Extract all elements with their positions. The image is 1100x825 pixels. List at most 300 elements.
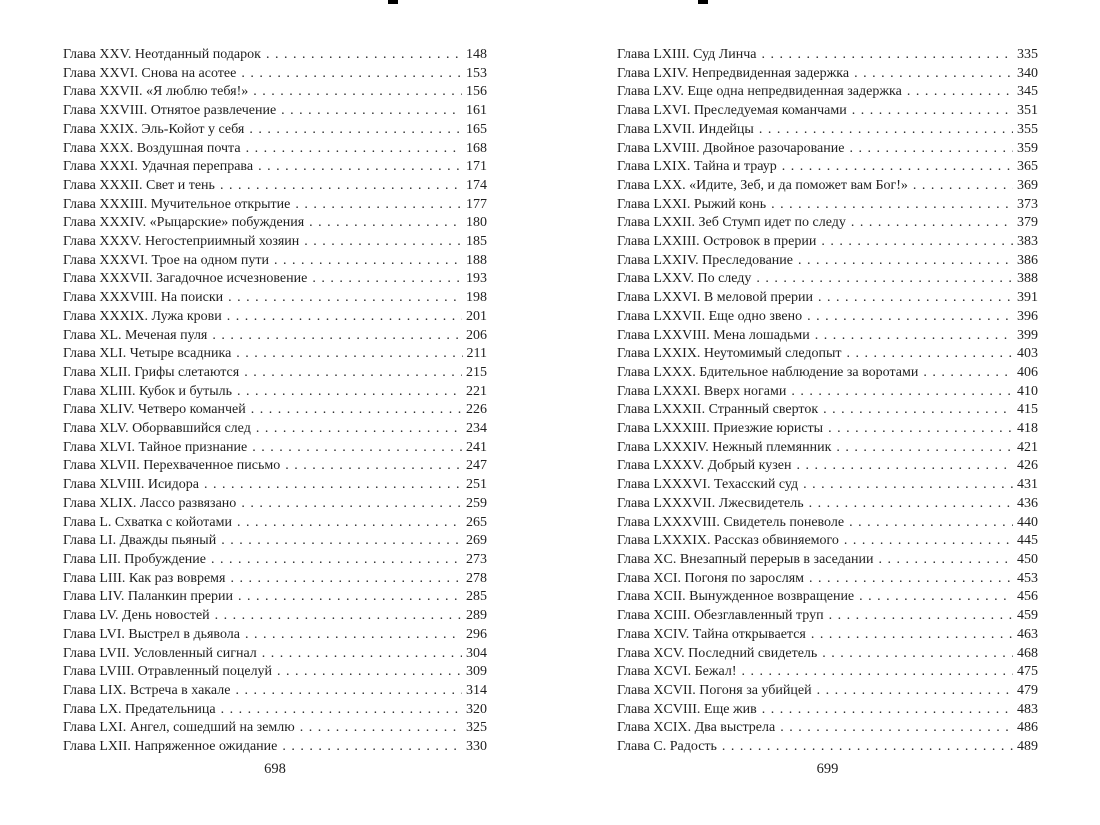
- chapter-title: Глава LXII. Напряженное ожидание: [63, 739, 278, 755]
- chapter-page-number: 335: [1017, 47, 1038, 62]
- chapter-title: Глава XCVI. Бежал!: [617, 664, 737, 680]
- toc-entry: [63, 476, 487, 495]
- dot-leader: [244, 364, 462, 383]
- toc-entry: [617, 177, 1038, 196]
- dot-leader: [907, 83, 1013, 102]
- chapter-page-number: 185: [466, 234, 487, 250]
- chapter-title: Глава XLVIII. Исидора: [63, 477, 200, 493]
- toc-entry: [63, 626, 487, 645]
- dot-leader: [220, 177, 462, 196]
- chapter-title: Глава XCIV. Тайна открывается: [617, 626, 806, 642]
- dot-leader: [852, 102, 1013, 121]
- dot-leader: [722, 738, 1013, 757]
- dot-leader: [771, 196, 1013, 215]
- chapter-page-number: 171: [466, 159, 487, 175]
- chapter-title: Глава XC. Внезапный перерыв в заседании: [617, 551, 874, 567]
- dot-leader: [237, 514, 462, 533]
- chapter-page-number: 193: [466, 271, 487, 287]
- toc-entry: [617, 570, 1038, 589]
- chapter-title: Глава LXXX. Бдительное наблюдение за воротами: [617, 364, 919, 380]
- chapter-title: Глава XLIV. Четверо команчей: [63, 402, 246, 418]
- chapter-title: Глава LXXXI. Вверх ногами: [617, 383, 787, 399]
- dot-leader: [249, 121, 462, 140]
- chapter-page-number: 325: [466, 720, 487, 736]
- chapter-page-number: 365: [1017, 159, 1038, 175]
- chapter-page-number: 373: [1017, 196, 1038, 212]
- dot-leader: [236, 345, 462, 364]
- dot-leader: [807, 308, 1013, 327]
- chapter-page-number: 234: [466, 421, 487, 437]
- chapter-page-number: 359: [1017, 140, 1038, 156]
- chapter-title: Глава XXXV. Негостеприимный хозяин: [63, 234, 300, 250]
- chapter-title: Глава LV. День новостей: [63, 608, 210, 624]
- chapter-page-number: 396: [1017, 308, 1038, 324]
- toc-entry: [617, 607, 1038, 626]
- chapter-page-number: 180: [466, 215, 487, 231]
- dot-leader: [780, 719, 1013, 738]
- toc-entry: [63, 457, 487, 476]
- chapter-title: Глава LXVI. Преследуемая команчами: [617, 103, 847, 119]
- chapter-page-number: 285: [466, 589, 487, 605]
- toc-entry: [617, 663, 1038, 682]
- chapter-page-number: 388: [1017, 271, 1038, 287]
- chapter-title: Глава LVIII. Отравленный поцелуй: [63, 664, 273, 680]
- toc-entry: [63, 252, 487, 271]
- chapter-title: Глава LXXV. По следу: [617, 271, 752, 287]
- chapter-title: Глава LXXIV. Преследование: [617, 252, 793, 268]
- toc-entry: [63, 270, 487, 289]
- toc-entry: [63, 588, 487, 607]
- toc-entry: [63, 102, 487, 121]
- dot-leader: [253, 83, 462, 102]
- chapter-page-number: 215: [466, 364, 487, 380]
- dot-leader: [252, 439, 462, 458]
- chapter-title: Глава LXXVIII. Мена лошадьми: [617, 327, 810, 343]
- toc-entry: [617, 457, 1038, 476]
- right-page-number: 699: [816, 760, 839, 777]
- chapter-page-number: 345: [1017, 84, 1038, 100]
- chapter-title: Глава XXVI. Снова на асотее: [63, 65, 237, 81]
- chapter-title: Глава XXIX. Эль-Койот у себя: [63, 121, 245, 137]
- chapter-title: Глава XCIII. Обезглавленный труп: [617, 608, 824, 624]
- dot-leader: [923, 364, 1013, 383]
- toc-entry: [617, 626, 1038, 645]
- chapter-title: Глава XXXIV. «Рыцарские» побуждения: [63, 215, 305, 231]
- chapter-page-number: 453: [1017, 570, 1038, 586]
- chapter-page-number: 247: [466, 458, 487, 474]
- toc-entry: [617, 345, 1038, 364]
- dot-leader: [238, 588, 462, 607]
- toc-entry: [617, 532, 1038, 551]
- chapter-page-number: 265: [466, 514, 487, 530]
- chapter-page-number: 177: [466, 196, 487, 212]
- chapter-title: Глава LXVIII. Двойное разочарование: [617, 140, 845, 156]
- chapter-page-number: 269: [466, 533, 487, 549]
- toc-entry: [617, 270, 1038, 289]
- chapter-title: Глава XXVII. «Я люблю тебя!»: [63, 84, 249, 100]
- dot-leader: [245, 626, 462, 645]
- chapter-title: Глава LXXI. Рыжий конь: [617, 196, 767, 212]
- toc-entry: [617, 439, 1038, 458]
- chapter-page-number: 450: [1017, 551, 1038, 567]
- chapter-page-number: 206: [466, 327, 487, 343]
- chapter-title: Глава XLVII. Перехваченное письмо: [63, 458, 281, 474]
- dot-leader: [258, 158, 462, 177]
- chapter-page-number: 165: [466, 121, 487, 137]
- toc-entry: [617, 327, 1038, 346]
- chapter-page-number: 486: [1017, 720, 1038, 736]
- chapter-page-number: 459: [1017, 608, 1038, 624]
- toc-entry: [63, 383, 487, 402]
- dot-leader: [251, 401, 462, 420]
- dot-leader: [811, 626, 1013, 645]
- dot-leader: [817, 682, 1013, 701]
- chapter-page-number: 431: [1017, 477, 1038, 493]
- toc-entry: [63, 65, 487, 84]
- toc-entry: [63, 121, 487, 140]
- chapter-title: Глава LXV. Еще одна непредвиденная задержка: [617, 84, 902, 100]
- chapter-page-number: 436: [1017, 495, 1038, 511]
- toc-entry: [617, 719, 1038, 738]
- toc-entry: [63, 158, 487, 177]
- chapter-title: Глава LII. Пробуждение: [63, 551, 206, 567]
- chapter-title: Глава LXXII. Зеб Стумп идет по следу: [617, 215, 846, 231]
- chapter-title: Глава LXVII. Индейцы: [617, 121, 754, 137]
- toc-entry: [617, 588, 1038, 607]
- dot-leader: [762, 701, 1013, 720]
- chapter-page-number: 273: [466, 551, 487, 567]
- toc-entry: [617, 308, 1038, 327]
- dot-leader: [274, 252, 462, 271]
- toc-entry: [63, 663, 487, 682]
- chapter-page-number: 440: [1017, 514, 1038, 530]
- chapter-page-number: 148: [466, 47, 487, 62]
- chapter-page-number: 330: [466, 739, 487, 755]
- chapter-page-number: 309: [466, 664, 487, 680]
- dot-leader: [791, 383, 1013, 402]
- toc-entry: [63, 439, 487, 458]
- chapter-page-number: 379: [1017, 215, 1038, 231]
- dot-leader: [742, 663, 1013, 682]
- dot-leader: [277, 663, 462, 682]
- dot-leader: [913, 177, 1013, 196]
- toc-entry: [617, 289, 1038, 308]
- dot-leader: [849, 140, 1013, 159]
- toc-entry: [617, 140, 1038, 159]
- chapter-page-number: 251: [466, 477, 487, 493]
- dot-leader: [215, 607, 462, 626]
- toc-entry: [617, 252, 1038, 271]
- chapter-page-number: 241: [466, 439, 487, 455]
- chapter-title: Глава LXXXIII. Приезжие юристы: [617, 421, 824, 437]
- dot-leader: [241, 65, 462, 84]
- toc-entry: [63, 289, 487, 308]
- chapter-title: Глава LXXXII. Странный сверток: [617, 402, 819, 418]
- chapter-title: Глава XXXVIII. На поиски: [63, 290, 224, 306]
- toc-entry: [617, 83, 1038, 102]
- toc-entry: [617, 102, 1038, 121]
- toc-entry: [63, 532, 487, 551]
- dot-leader: [237, 383, 462, 402]
- chapter-title: Глава LXIII. Суд Линча: [617, 47, 757, 62]
- dot-leader: [854, 65, 1013, 84]
- chapter-page-number: 168: [466, 140, 487, 156]
- chapter-title: Глава LXXXV. Добрый кузен: [617, 458, 792, 474]
- dot-leader: [266, 46, 462, 65]
- print-mark: [388, 0, 398, 4]
- dot-leader: [262, 645, 462, 664]
- toc-entry: [63, 46, 487, 65]
- chapter-page-number: 355: [1017, 121, 1038, 137]
- dot-leader: [809, 495, 1013, 514]
- toc-entry: [617, 364, 1038, 383]
- toc-entry: [63, 701, 487, 720]
- dot-leader: [281, 102, 462, 121]
- chapter-title: Глава LXI. Ангел, сошедший на землю: [63, 720, 295, 736]
- chapter-page-number: 156: [466, 84, 487, 100]
- dot-leader: [300, 719, 462, 738]
- toc-entry: [63, 196, 487, 215]
- toc-page-left: [63, 46, 487, 778]
- dot-leader: [803, 476, 1013, 495]
- dot-leader: [212, 327, 462, 346]
- toc-right-column: [617, 46, 1038, 757]
- toc-entry: [63, 514, 487, 533]
- print-mark: [698, 0, 708, 4]
- chapter-title: Глава XLIX. Лассо развязано: [63, 495, 237, 511]
- toc-entry: [617, 495, 1038, 514]
- dot-leader: [759, 121, 1013, 140]
- toc-entry: [617, 65, 1038, 84]
- dot-leader: [879, 551, 1013, 570]
- chapter-title: Глава LXXIII. Островок в прерии: [617, 234, 817, 250]
- chapter-page-number: 456: [1017, 589, 1038, 605]
- chapter-page-number: 391: [1017, 290, 1038, 306]
- chapter-title: Глава XXV. Неотданный подарок: [63, 47, 261, 62]
- dot-leader: [282, 738, 462, 757]
- toc-entry: [617, 514, 1038, 533]
- chapter-page-number: 221: [466, 383, 487, 399]
- dot-leader: [844, 532, 1013, 551]
- chapter-page-number: 369: [1017, 177, 1038, 193]
- chapter-page-number: 415: [1017, 402, 1038, 418]
- chapter-page-number: 483: [1017, 701, 1038, 717]
- chapter-page-number: 399: [1017, 327, 1038, 343]
- toc-entry: [617, 121, 1038, 140]
- dot-leader: [809, 570, 1013, 589]
- chapter-title: Глава XCIX. Два выстрела: [617, 720, 776, 736]
- toc-entry: [63, 83, 487, 102]
- dot-leader: [859, 588, 1013, 607]
- chapter-page-number: 468: [1017, 645, 1038, 661]
- chapter-title: Глава LXXXIX. Рассказ обвиняемого: [617, 533, 839, 549]
- toc-entry: [63, 719, 487, 738]
- toc-entry: [63, 551, 487, 570]
- dot-leader: [756, 270, 1013, 289]
- chapter-page-number: 226: [466, 402, 487, 418]
- toc-page-right: [617, 46, 1038, 778]
- dot-leader: [228, 289, 462, 308]
- toc-entry: [617, 233, 1038, 252]
- chapter-title: Глава XCV. Последний свидетель: [617, 645, 818, 661]
- chapter-page-number: 479: [1017, 682, 1038, 698]
- chapter-page-number: 475: [1017, 664, 1038, 680]
- chapter-title: Глава XCVII. Погоня за убийцей: [617, 682, 812, 698]
- chapter-page-number: 463: [1017, 626, 1038, 642]
- toc-entry: [617, 682, 1038, 701]
- toc-entry: [63, 345, 487, 364]
- toc-entry: [63, 570, 487, 589]
- toc-entry: [63, 327, 487, 346]
- chapter-page-number: 259: [466, 495, 487, 511]
- toc-entry: [617, 46, 1038, 65]
- chapter-title: Глава XXXIX. Лужа крови: [63, 308, 222, 324]
- dot-leader: [304, 233, 462, 252]
- chapter-title: Глава XXXI. Удачная переправа: [63, 159, 254, 175]
- toc-entry: [63, 495, 487, 514]
- chapter-title: Глава LXIV. Непредвиденная задержка: [617, 65, 850, 81]
- chapter-page-number: 289: [466, 608, 487, 624]
- dot-leader: [230, 570, 462, 589]
- chapter-page-number: 211: [466, 346, 487, 362]
- chapter-page-number: 383: [1017, 234, 1038, 250]
- chapter-page-number: 386: [1017, 252, 1038, 268]
- chapter-title: Глава LXXVI. В меловой прерии: [617, 290, 814, 306]
- chapter-title: Глава LXXVII. Еще одно звено: [617, 308, 803, 324]
- chapter-page-number: 174: [466, 177, 487, 193]
- left-page-number: 698: [264, 760, 286, 777]
- toc-entry: [617, 214, 1038, 233]
- toc-entry: [63, 401, 487, 420]
- chapter-title: Глава XCII. Вынужденное возвращение: [617, 589, 855, 605]
- toc-entry: [617, 196, 1038, 215]
- chapter-title: Глава LI. Дважды пьяный: [63, 533, 217, 549]
- chapter-page-number: 406: [1017, 364, 1038, 380]
- dot-leader: [221, 701, 462, 720]
- chapter-title: Глава XLI. Четыре всадника: [63, 346, 232, 362]
- chapter-title: Глава LXXXVIII. Свидетель поневоле: [617, 514, 845, 530]
- chapter-page-number: 304: [466, 645, 487, 661]
- toc-entry: [617, 701, 1038, 720]
- chapter-title: Глава LIV. Паланкин прерии: [63, 589, 234, 605]
- chapter-title: Глава XLII. Грифы слетаются: [63, 364, 240, 380]
- toc-entry: [617, 738, 1038, 757]
- chapter-page-number: 296: [466, 626, 487, 642]
- chapter-page-number: 340: [1017, 65, 1038, 81]
- dot-leader: [295, 196, 462, 215]
- chapter-page-number: 418: [1017, 421, 1038, 437]
- chapter-title: Глава XXXII. Свет и тень: [63, 177, 215, 193]
- toc-entry: [617, 420, 1038, 439]
- chapter-title: Глава LX. Предательница: [63, 701, 216, 717]
- dot-leader: [823, 401, 1013, 420]
- chapter-title: Глава LVII. Условленный сигнал: [63, 645, 257, 661]
- dot-leader: [227, 308, 462, 327]
- chapter-title: Глава L. Схватка с койотами: [63, 514, 232, 530]
- chapter-page-number: 320: [466, 701, 487, 717]
- toc-entry: [63, 607, 487, 626]
- toc-entry: [63, 420, 487, 439]
- toc-left-column: [63, 46, 487, 757]
- dot-leader: [309, 214, 462, 233]
- chapter-page-number: 351: [1017, 103, 1038, 119]
- chapter-page-number: 198: [466, 290, 487, 306]
- chapter-page-number: 489: [1017, 739, 1038, 755]
- chapter-title: Глава XLV. Оборвавшийся след: [63, 421, 251, 437]
- chapter-page-number: 153: [466, 65, 487, 81]
- dot-leader: [828, 420, 1013, 439]
- dot-leader: [798, 252, 1013, 271]
- chapter-title: Глава XXXVI. Трое на одном пути: [63, 252, 270, 268]
- toc-entry: [63, 177, 487, 196]
- toc-entry: [63, 738, 487, 757]
- chapter-title: Глава XXVIII. Отнятое развлечение: [63, 103, 277, 119]
- dot-leader: [796, 457, 1013, 476]
- chapter-page-number: 426: [1017, 458, 1038, 474]
- chapter-title: Глава LXXXVII. Лжесвидетель: [617, 495, 804, 511]
- toc-entry: [63, 140, 487, 159]
- dot-leader: [221, 532, 462, 551]
- chapter-page-number: 161: [466, 103, 487, 119]
- dot-leader: [211, 551, 462, 570]
- dot-leader: [851, 214, 1013, 233]
- chapter-title: Глава LIX. Встреча в хакале: [63, 682, 231, 698]
- chapter-page-number: 445: [1017, 533, 1038, 549]
- dot-leader: [822, 645, 1013, 664]
- chapter-title: Глава XXXVII. Загадочное исчезновение: [63, 271, 308, 287]
- dot-leader: [241, 495, 462, 514]
- chapter-title: Глава XXXIII. Мучительное открытие: [63, 196, 291, 212]
- toc-entry: [63, 645, 487, 664]
- dot-leader: [256, 420, 462, 439]
- chapter-title: Глава LXXXVI. Техасский суд: [617, 477, 799, 493]
- dot-leader: [829, 607, 1013, 626]
- dot-leader: [285, 457, 462, 476]
- chapter-title: Глава LXXIX. Неутомимый следопыт: [617, 346, 842, 362]
- chapter-page-number: 403: [1017, 346, 1038, 362]
- chapter-title: Глава LIII. Как раз вовремя: [63, 570, 226, 586]
- chapter-title: Глава XLVI. Тайное признание: [63, 439, 248, 455]
- chapter-page-number: 278: [466, 570, 487, 586]
- toc-entry: [617, 401, 1038, 420]
- toc-entry: [617, 645, 1038, 664]
- dot-leader: [782, 158, 1013, 177]
- chapter-page-number: 314: [466, 682, 487, 698]
- chapter-title: Глава XCI. Погоня по зарослям: [617, 570, 805, 586]
- dot-leader: [847, 345, 1013, 364]
- chapter-title: Глава XLIII. Кубок и бутыль: [63, 383, 233, 399]
- dot-leader: [204, 476, 462, 495]
- chapter-page-number: 201: [466, 308, 487, 324]
- chapter-page-number: 188: [466, 252, 487, 268]
- chapter-title: Глава C. Радость: [617, 739, 717, 755]
- dot-leader: [762, 46, 1014, 65]
- toc-entry: [63, 214, 487, 233]
- toc-entry: [63, 233, 487, 252]
- chapter-title: Глава LVI. Выстрел в дьявола: [63, 626, 240, 642]
- toc-entry: [617, 551, 1038, 570]
- toc-entry: [617, 383, 1038, 402]
- dot-leader: [821, 233, 1013, 252]
- dot-leader: [235, 682, 462, 701]
- toc-entry: [617, 476, 1038, 495]
- dot-leader: [818, 289, 1013, 308]
- dot-leader: [312, 270, 462, 289]
- dot-leader: [849, 514, 1013, 533]
- chapter-title: Глава XXX. Воздушная почта: [63, 140, 241, 156]
- toc-entry: [63, 308, 487, 327]
- toc-entry: [63, 682, 487, 701]
